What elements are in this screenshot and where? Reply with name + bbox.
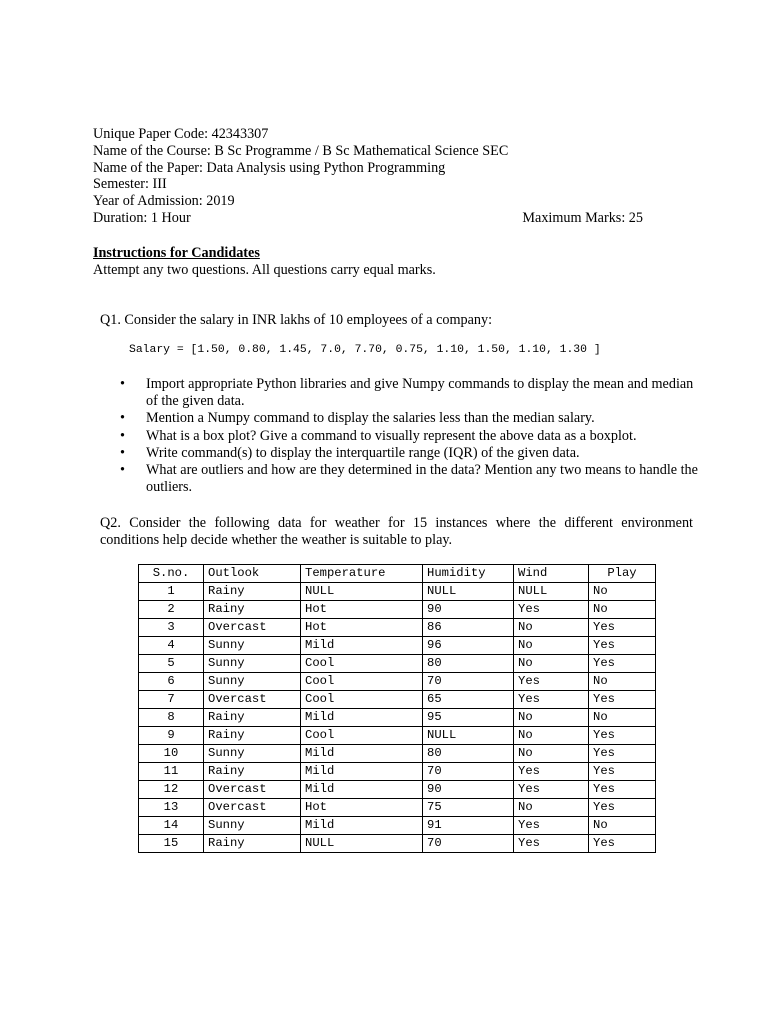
cell-humidity: 70 (423, 673, 514, 691)
cell-humidity: 90 (423, 781, 514, 799)
cell-temperature: NULL (301, 835, 423, 853)
cell-sno: 3 (139, 619, 204, 637)
cell-humidity: 80 (423, 655, 514, 673)
cell-outlook: Sunny (204, 637, 301, 655)
cell-sno: 8 (139, 709, 204, 727)
cell-play: Yes (589, 799, 656, 817)
cell-humidity: 95 (423, 709, 514, 727)
cell-outlook: Overcast (204, 619, 301, 637)
bullet-icon: • (120, 444, 125, 461)
table-header-row (139, 565, 656, 583)
cell-temperature: Hot (301, 601, 423, 619)
cell-sno: 10 (139, 745, 204, 763)
table-row (139, 709, 656, 727)
cell-humidity: 96 (423, 637, 514, 655)
cell-humidity: 65 (423, 691, 514, 709)
cell-sno: 1 (139, 583, 204, 601)
bullet-item (100, 410, 700, 427)
cell-play: Yes (589, 655, 656, 673)
salary-code: Salary = [1.50, 0.80, 1.45, 7.0, 7.70, 0.75, 1.10, 1.50, 1.10, 1.30 ] (129, 344, 601, 356)
cell-wind: Yes (514, 781, 589, 799)
cell-sno: 5 (139, 655, 204, 673)
cell-wind: No (514, 619, 589, 637)
cell-sno: 9 (139, 727, 204, 745)
cell-outlook: Overcast (204, 799, 301, 817)
column-header: S.no. (139, 565, 204, 583)
cell-wind: No (514, 745, 589, 763)
table-row (139, 835, 656, 853)
cell-outlook: Rainy (204, 727, 301, 745)
paper-code: Unique Paper Code: 42343307 (93, 126, 269, 142)
cell-sno: 13 (139, 799, 204, 817)
cell-humidity: 80 (423, 745, 514, 763)
cell-wind: Yes (514, 601, 589, 619)
cell-humidity: NULL (423, 583, 514, 601)
cell-sno: 15 (139, 835, 204, 853)
cell-wind: Yes (514, 691, 589, 709)
cell-wind: Yes (514, 835, 589, 853)
column-header: Temperature (301, 565, 423, 583)
table-row (139, 799, 656, 817)
weather-table (138, 564, 656, 853)
cell-temperature: Mild (301, 637, 423, 655)
cell-play: No (589, 583, 656, 601)
table-row (139, 691, 656, 709)
instructions-text: Attempt any two questions. All questions carry equal marks. (93, 261, 436, 278)
cell-temperature: Hot (301, 619, 423, 637)
table-row (139, 763, 656, 781)
paper-header (93, 126, 653, 227)
bullet-item (100, 445, 700, 462)
cell-outlook: Rainy (204, 709, 301, 727)
cell-outlook: Sunny (204, 673, 301, 691)
cell-outlook: Rainy (204, 835, 301, 853)
cell-outlook: Sunny (204, 817, 301, 835)
bullet-icon: • (120, 427, 125, 444)
table-row (139, 727, 656, 745)
year-of-admission: Year of Admission: 2019 (93, 193, 235, 210)
cell-play: No (589, 601, 656, 619)
cell-play: Yes (589, 835, 656, 853)
cell-play: Yes (589, 619, 656, 637)
cell-play: Yes (589, 781, 656, 799)
cell-sno: 6 (139, 673, 204, 691)
question-1-text: Q1. Consider the salary in INR lakhs of 10 employees of a company: (100, 312, 493, 328)
cell-humidity: 90 (423, 601, 514, 619)
column-header: Play (589, 565, 656, 583)
instructions-title: Instructions for Candidates (93, 245, 260, 261)
column-header: Wind (514, 565, 589, 583)
paper-name: Name of the Paper: Data Analysis using Python Programming (93, 159, 446, 176)
cell-humidity: 91 (423, 817, 514, 835)
cell-humidity: NULL (423, 727, 514, 745)
table-row (139, 619, 656, 637)
table-row (139, 655, 656, 673)
cell-humidity: 86 (423, 619, 514, 637)
table-row (139, 781, 656, 799)
cell-temperature: Mild (301, 745, 423, 763)
column-header: Humidity (423, 565, 514, 583)
bullet-text: Mention a Numpy command to display the salaries less than the median salary. (146, 410, 595, 427)
cell-outlook: Rainy (204, 601, 301, 619)
cell-wind: No (514, 637, 589, 655)
cell-play: Yes (589, 727, 656, 745)
cell-temperature: Mild (301, 763, 423, 781)
cell-wind: Yes (514, 673, 589, 691)
cell-temperature: Mild (301, 781, 423, 799)
cell-wind: Yes (514, 763, 589, 781)
cell-play: No (589, 817, 656, 835)
cell-outlook: Rainy (204, 583, 301, 601)
cell-humidity: 70 (423, 835, 514, 853)
bullet-text: Write command(s) to display the interquartile range (IQR) of the given data. (146, 444, 580, 461)
table-row (139, 601, 656, 619)
semester: Semester: III (93, 176, 167, 193)
cell-wind: Yes (514, 817, 589, 835)
cell-sno: 7 (139, 691, 204, 709)
cell-temperature: NULL (301, 583, 423, 601)
question-1-bullets (100, 376, 700, 496)
cell-outlook: Rainy (204, 763, 301, 781)
cell-temperature: Cool (301, 727, 423, 745)
table-row (139, 817, 656, 835)
cell-humidity: 70 (423, 763, 514, 781)
table-row (139, 745, 656, 763)
cell-outlook: Sunny (204, 745, 301, 763)
cell-sno: 2 (139, 601, 204, 619)
table-row (139, 583, 656, 601)
bullet-item (100, 428, 700, 445)
bullet-icon: • (120, 462, 125, 479)
duration-row (93, 210, 643, 227)
instructions (93, 245, 436, 279)
table-row (139, 637, 656, 655)
cell-temperature: Mild (301, 709, 423, 727)
maximum-marks: Maximum Marks: 25 (522, 209, 643, 226)
cell-wind: No (514, 727, 589, 745)
cell-play: Yes (589, 637, 656, 655)
bullet-text: What are outliers and how are they determined in the data? Mention any two means to handle the outliers. (146, 462, 698, 496)
cell-sno: 14 (139, 817, 204, 835)
cell-temperature: Mild (301, 817, 423, 835)
bullet-item (100, 376, 700, 410)
course-name: Name of the Course: B Sc Programme / B Sc Mathematical Science SEC (93, 142, 509, 159)
bullet-text: What is a box plot? Give a command to visually represent the above data as a boxplot. (146, 427, 637, 444)
bullet-icon: • (120, 410, 125, 427)
cell-temperature: Cool (301, 673, 423, 691)
bullet-item (100, 462, 700, 496)
cell-outlook: Overcast (204, 781, 301, 799)
cell-play: No (589, 709, 656, 727)
cell-play: No (589, 673, 656, 691)
cell-wind: No (514, 655, 589, 673)
cell-wind: No (514, 799, 589, 817)
cell-wind: NULL (514, 583, 589, 601)
cell-outlook: Overcast (204, 691, 301, 709)
table-row (139, 673, 656, 691)
cell-sno: 4 (139, 637, 204, 655)
duration: Duration: 1 Hour (93, 209, 191, 226)
cell-temperature: Hot (301, 799, 423, 817)
question-2-text: Q2. Consider the following data for weather for 15 instances where the different environment conditions help decide whether the weather is suitable to play. (100, 515, 693, 549)
cell-play: Yes (589, 745, 656, 763)
bullet-icon: • (120, 376, 125, 392)
cell-sno: 12 (139, 781, 204, 799)
cell-play: Yes (589, 763, 656, 781)
cell-temperature: Cool (301, 655, 423, 673)
column-header: Outlook (204, 565, 301, 583)
cell-humidity: 75 (423, 799, 514, 817)
table-body (139, 583, 656, 853)
cell-wind: No (514, 709, 589, 727)
cell-play: Yes (589, 691, 656, 709)
cell-temperature: Cool (301, 691, 423, 709)
cell-sno: 11 (139, 763, 204, 781)
cell-outlook: Sunny (204, 655, 301, 673)
bullet-text: Import appropriate Python libraries and give Numpy commands to display the mean and median of the given data. (146, 376, 694, 410)
